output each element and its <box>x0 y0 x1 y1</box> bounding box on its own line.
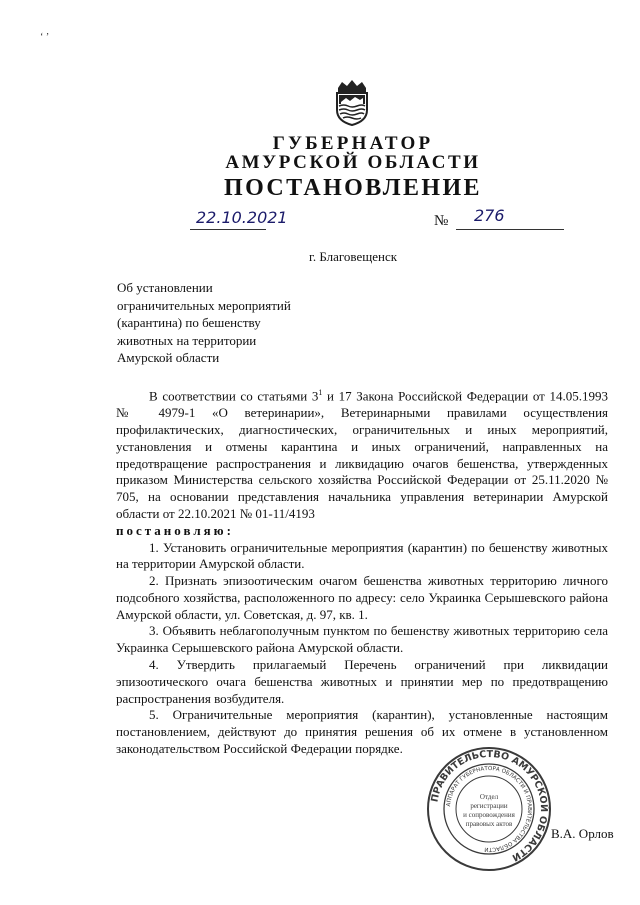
preamble <box>116 385 608 523</box>
preamble-superscript: 1 <box>318 388 323 397</box>
date-underline <box>190 229 266 230</box>
issuer-title: ГУБЕРНАТОР <box>272 133 434 154</box>
item-3: 3. Объявить неблагополучным пунктом по бешенству животных территорию села Украинка Серышевского района Амурской области. <box>116 623 608 656</box>
issuer-region: АМУРСКОЙ ОБЛАСТИ <box>225 152 481 173</box>
ordered-word: постановляю: <box>116 522 234 538</box>
stamp-outer-text: ПРАВИТЕЛЬСТВО АМУРСКОЙ ОБЛАСТИ <box>429 748 550 863</box>
item-2: 2. Признать эпизоотическим очагом бешенства животных территорию личного подсобного хозяйства, расположенного по адресу: село Украинка Серышевского района Амурской области, ул. Советская, д. 97, кв. 1. <box>116 573 608 622</box>
stamp-inner-text: АППАРАТ ГУБЕРНАТОРА ОБЛАСТИ И ПРАВИТЕЛЬСТВА ОБЛАСТИ <box>446 765 533 853</box>
item-4: 4. Утвердить прилагаемый Перечень ограничений при ликвидации эпизоотического очага бешенства животных и принятии мер по предотвращению распространения возбудителя. <box>116 657 608 706</box>
item-5: 5. Ограничительные мероприятия (карантин), установленные настоящим постановлением, действуют до принятия решения об их отмене в установленном законодательством Российской Федерации порядке. <box>116 707 608 757</box>
scan-mark: ‘ ’ <box>40 32 50 43</box>
preamble-text-cont: и 17 Закона Российской Федерации от 14.05.1993 № 4979-1 «О ветеринарии», Ветеринарными правилами осуществления профилактических, диагностических, ограничительных и иных мероприятий, установления и отмены карантина и иных ограничений, направленных на предотвращение распространения и ликвидацию очагов бешенства, утвержденных приказом Министерства сельского хозяйства Российской Федерации от 25.11.2020 № 705, на основании представления начальника управления ветеринарии Амурской области от 22.10.2021 № 01-11/4193 <box>116 388 608 521</box>
number-sign: № <box>434 213 449 229</box>
document-type: ПОСТАНОВЛЕНИЕ <box>224 175 482 201</box>
subject-line: Об установлении <box>117 280 213 295</box>
stamp-center-line: регистрации <box>470 802 508 810</box>
signatory-name: В.А. Орлов <box>551 826 614 841</box>
preamble-text: В соответствии со статьями 3 <box>149 388 319 404</box>
document-date: 22.10.2021 <box>196 208 288 227</box>
coat-of-arms-icon <box>332 78 372 126</box>
subject-line: Амурской области <box>117 350 220 365</box>
city: г. Благовещенск <box>308 249 398 264</box>
stamp-center-line: Отдел <box>479 793 499 801</box>
stamp-center-line: правовых актов <box>465 820 513 828</box>
subject-line: ограничительных мероприятий <box>117 297 291 313</box>
subject-block <box>117 279 291 367</box>
subject-line: (карантина) по бешенству <box>117 315 261 330</box>
number-underline <box>456 229 564 230</box>
subject-line: животных на территории <box>117 332 257 348</box>
official-stamp <box>426 746 552 872</box>
item-1: 1. Установить ограничительные мероприятия (карантин) по бешенству животных на территории Амурской области. <box>116 539 608 572</box>
document-body <box>116 385 608 758</box>
stamp-center-line: и сопровождения <box>463 811 515 819</box>
document-number: 276 <box>474 206 505 225</box>
